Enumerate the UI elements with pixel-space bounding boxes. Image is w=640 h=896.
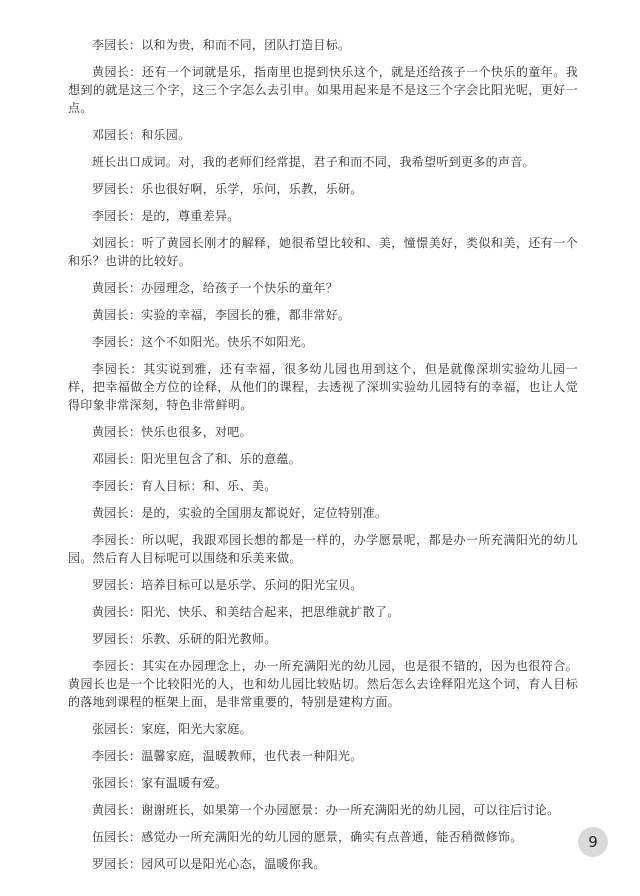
dialogue-paragraph: 罗园长：乐也很好啊，乐学，乐问，乐教，乐研。 (92, 182, 363, 196)
dialogue-paragraph: 李园长：这个不如阳光。快乐不如阳光。 (92, 335, 314, 349)
dialogue-paragraph: 邓园长：阳光里包含了和、乐的意蕴。 (92, 452, 302, 466)
dialogue-paragraph: 伍园长：感觉办一所充满阳光的幼儿园的愿景，确实有点普通，能否稍微修饰。 (92, 830, 523, 844)
dialogue-paragraph: 李园长：所以呢，我跟邓园长想的都是一样的，办学愿景呢，都是办一所充满阳光的幼儿园。然后育人目标呢可以围绕和乐美来做。 (68, 533, 578, 565)
dialogue-paragraph: 刘园长：听了黄园长刚才的解释，她很希望比较和、美，憧憬美好，类似和美，还有一个和乐？也讲的比较好。 (68, 236, 578, 268)
dialogue-paragraph: 李园长：以和为贵，和而不同，团队打造目标。 (92, 38, 351, 52)
dialogue-paragraph: 黄园长：办园理念，给孩子一个快乐的童年？ (92, 281, 339, 295)
dialogue-paragraph: 李园长：其实在办园理念上，办一所充满阳光的幼儿园，也是很不错的，因为也很符合。黄园长也是一个比较阳光的人，也和幼儿园比较贴切。然后怎么去诠释阳光这个词，育人目标的落地到课程的框架上面，是非常重要的，特别是建构方面。 (68, 659, 578, 709)
dialogue-paragraph: 李园长：育人目标：和、乐、美。 (92, 479, 277, 493)
dialogue-paragraph: 黄园长：是的，实验的全国朋友都说好，定位特别准。 (92, 506, 388, 520)
dialogue-paragraph: 李园长：温馨家庭，温暖教师，也代表一种阳光。 (92, 749, 363, 763)
dialogue-paragraph: 班长出口成词。对，我的老师们经常提，君子和而不同，我希望听到更多的声音。 (92, 155, 535, 169)
dialogue-paragraph: 罗园长：乐教、乐研的阳光教师。 (92, 632, 277, 646)
dialogue-paragraph: 张园长：家庭，阳光大家庭。 (92, 722, 252, 736)
dialogue-paragraph: 黄园长：还有一个词就是乐，指南里也提到快乐这个，就是还给孩子一个快乐的童年。我想到的就是这三个字，这三个字怎么去引申。如果用起来是不是这三个字会比阳光呢，更好一点。 (68, 65, 578, 115)
dialogue-paragraph: 李园长：是的，尊重差异。 (92, 209, 240, 223)
dialogue-paragraph: 罗园长：培养目标可以是乐学、乐问的阳光宝贝。 (92, 578, 363, 592)
page-number-badge: 9 (578, 827, 608, 857)
dialogue-paragraph: 罗园长：园风可以是阳光心态，温暖你我。 (92, 857, 326, 871)
dialogue-paragraph: 黄园长：谢谢班长，如果第一个办园愿景：办一所充满阳光的幼儿园，可以往后讨论。 (92, 803, 560, 817)
dialogue-paragraph: 黄园长：快乐也很多，对吧。 (92, 425, 252, 439)
dialogue-transcript (68, 36, 578, 882)
dialogue-paragraph: 黄园长：实验的幸福，李园长的雅，都非常好。 (92, 308, 351, 322)
dialogue-paragraph: 邓园长：和乐园。 (92, 128, 191, 142)
dialogue-paragraph: 李园长：其实说到雅，还有幸福，很多幼儿园也用到这个，但是就像深圳实验幼儿园一样，把幸福做全方位的诠释，从他们的课程，去透视了深圳实验幼儿园特有的幸福，也让人觉得印象非常深刻，特色非常鲜明。 (68, 362, 578, 412)
dialogue-paragraph: 黄园长：阳光、快乐、和美结合起来，把思维就扩散了。 (92, 605, 400, 619)
dialogue-paragraph: 张园长：家有温暖有爱。 (92, 776, 228, 790)
